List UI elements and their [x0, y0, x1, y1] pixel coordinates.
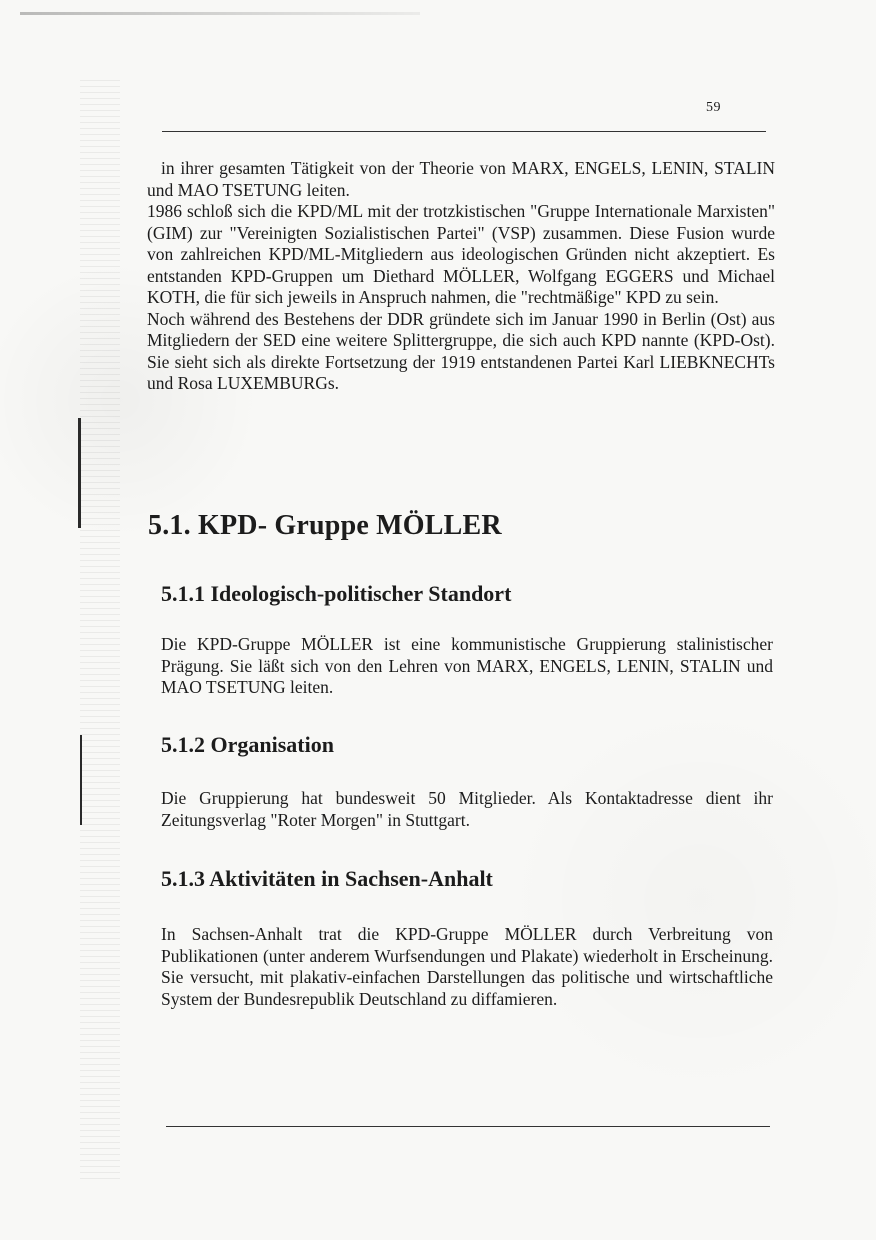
page-number: 59	[706, 100, 721, 115]
margin-marker-line	[80, 735, 82, 825]
scan-margin-noise	[80, 80, 120, 1180]
footer-rule	[166, 1126, 770, 1127]
subsection-heading-1: 5.1.1 Ideologisch-politischer Standort	[161, 581, 512, 606]
header-rule	[162, 131, 766, 132]
section-heading: 5.1. KPD- Gruppe MÖLLER	[148, 510, 502, 541]
margin-marker-line	[78, 418, 81, 528]
intro-paragraph-3: Noch während des Bestehens der DDR gründete sich im Januar 1990 in Berlin (Ost) aus Mitgliedern der SED eine weitere Splittergruppe, die sich auch KPD nannte (KPD-Ost). Sie sieht sich als direkte Fortsetzung der 1919 entstandenen Partei Karl LIEBKNECHTs und Rosa LUXEMBURGs.	[147, 308, 775, 393]
paragraph: Die Gruppierung hat bundesweit 50 Mitglieder. Als Kontaktadresse dient ihr Zeitungsverlag "Roter Morgen" in Stuttgart.	[161, 788, 773, 830]
intro-paragraph-2: 1986 schloß sich die KPD/ML mit der trotzkistischen "Gruppe Internationale Marxisten" (GIM) zur "Vereinigten Sozialistischen Partei" (VSP) zusammen. Diese Fusion wurde von zahlreichen KPD/ML-Mitgliedern aus ideologischen Gründen nicht akzeptiert. Es entstanden KPD-Gruppen um Diethard MÖLLER, Wolfgang EGGERS und Michael KOTH, die für sich jeweils in Anspruch nahmen, die "rechtmäßige" KPD zu sein.	[147, 201, 775, 307]
intro-text	[147, 158, 775, 395]
subsection-heading-2: 5.1.2 Organisation	[161, 732, 334, 757]
scan-edge-shadow	[20, 12, 420, 15]
subsection-text-3	[161, 924, 773, 1010]
intro-paragraph-1: in ihrer gesamten Tätigkeit von der Theorie von MARX, ENGELS, LENIN, STALIN und MAO TSETUNG leiten.	[147, 158, 775, 200]
subsection-heading-3: 5.1.3 Aktivitäten in Sachsen-Anhalt	[161, 866, 493, 891]
paragraph: In Sachsen-Anhalt trat die KPD-Gruppe MÖLLER durch Verbreitung von Publikationen (unter anderem Wurfsendungen und Plakate) wiederholt in Erscheinung. Sie versucht, mit plakativ-einfachen Darstellungen das politische und wirtschaftliche System der Bundesrepublik Deutschland zu diffamieren.	[161, 924, 773, 1009]
subsection-text-1	[161, 634, 773, 699]
subsection-text-2	[161, 788, 773, 831]
paragraph: Die KPD-Gruppe MÖLLER ist eine kommunistische Gruppierung stalinistischer Prägung. Sie läßt sich von den Lehren von MARX, ENGELS, LENIN, STALIN und MAO TSETUNG leiten.	[161, 634, 773, 697]
